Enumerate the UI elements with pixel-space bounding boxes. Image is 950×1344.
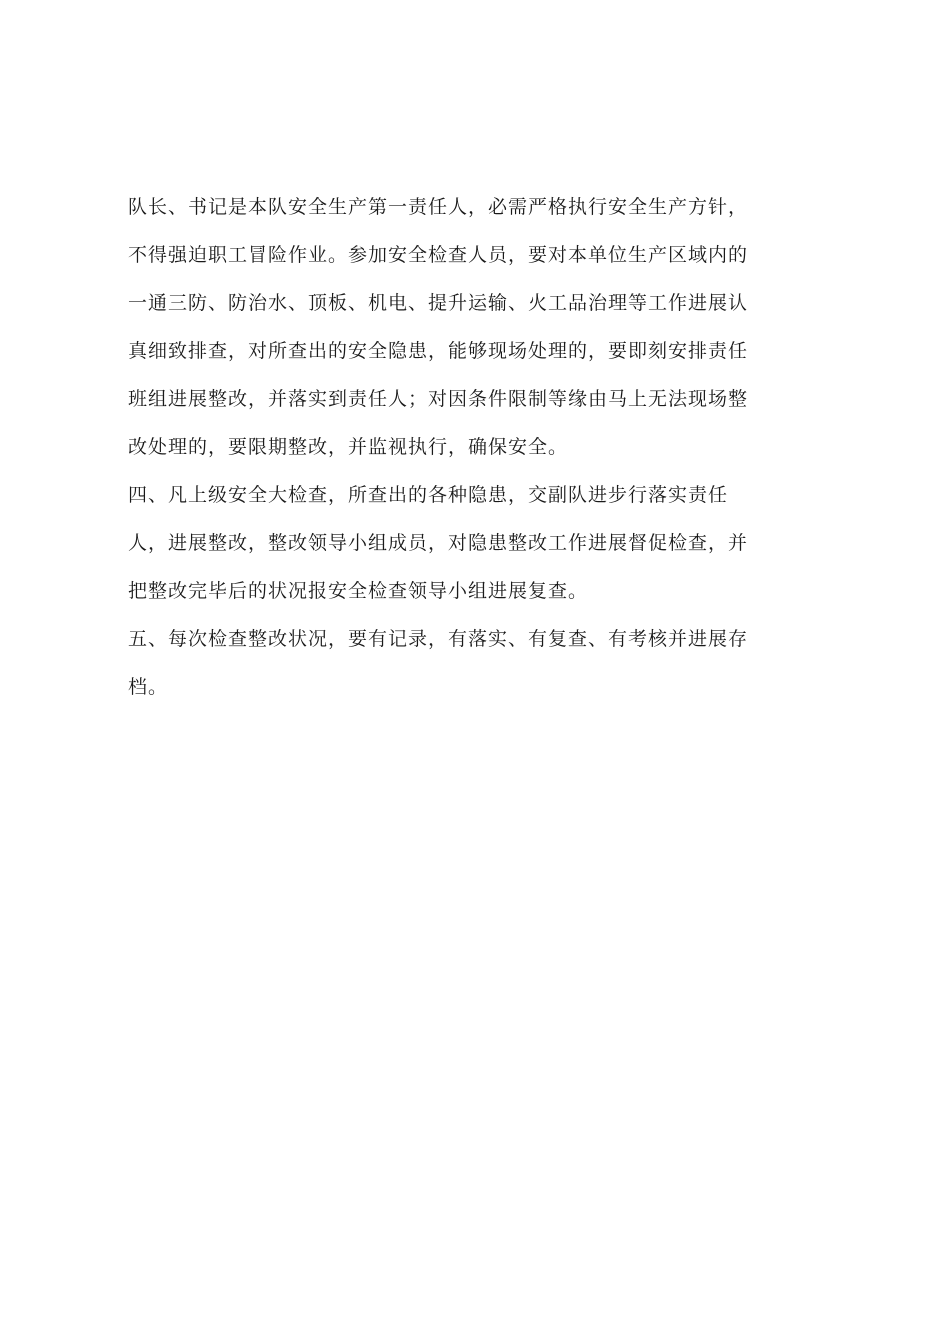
text-line: 五、每次检查整改状况，要有记录，有落实、有复查、有考核并进展存 — [128, 628, 749, 650]
text-line: 把整改完毕后的状况报安全检查领导小组进展复查。 — [128, 580, 589, 602]
text-line: 班组进展整改，并落实到责任人；对因条件限制等缘由马上无法现场整 — [128, 388, 749, 410]
text-line: 人，进展整改，整改领导小组成员，对隐患整改工作进展督促检查，并 — [128, 532, 749, 554]
text-line: 一通三防、防治水、顶板、机电、提升运输、火工品治理等工作进展认 — [128, 292, 749, 314]
text-line: 队长、书记是本队安全生产第一责任人，必需严格执行安全生产方针， — [128, 196, 749, 218]
text-line: 真细致排查，对所查出的安全隐患，能够现场处理的，要即刻安排责任 — [128, 340, 749, 362]
text-line: 改处理的，要限期整改，并监视执行，确保安全。 — [128, 436, 569, 458]
text-line: 不得强迫职工冒险作业。参加安全检查人员，要对本单位生产区域内的 — [128, 244, 749, 266]
document-body — [128, 183, 840, 711]
text-line: 档。 — [128, 676, 169, 698]
text-line: 四、凡上级安全大检查，所查出的各种隐患，交副队进步行落实责任 — [128, 484, 729, 506]
